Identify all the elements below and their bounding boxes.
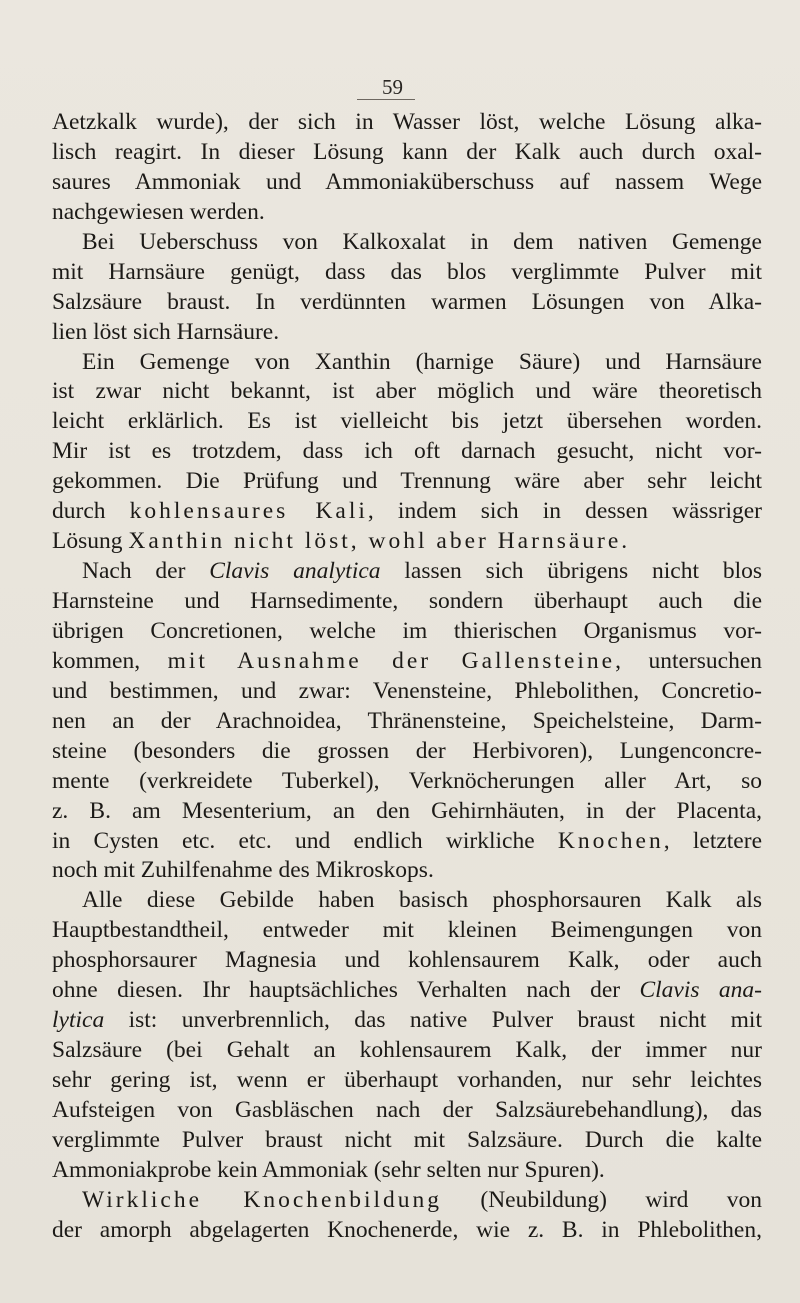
text-segment: übrigen Concretionen, welche im thierischen Organismus vor-: [52, 617, 762, 644]
text-line: [52, 856, 762, 886]
text-line: [52, 1096, 762, 1126]
text-segment: Aufsteigen von Gasbläschen nach der Salzsäurebehandlung), das: [52, 1096, 762, 1123]
text-segment: z. B. am Mesenterium, an den Gehirnhäuten, in der Placenta,: [52, 797, 762, 824]
text-line: [52, 497, 762, 527]
text-line: [52, 1186, 762, 1216]
text-segment: sehr gering ist, wenn er überhaupt vorhanden, nur sehr leichtes: [52, 1067, 762, 1093]
text-segment: lien löst sich Harnsäure.: [52, 318, 280, 345]
text-segment: lassen sich übrigens nicht blos: [380, 558, 762, 585]
text-line: [52, 348, 762, 378]
text-segment: in Cysten etc. etc. und endlich wirkliche: [52, 827, 558, 854]
text-segment: saures Ammoniak und Ammoniaküberschuss auf nassem Wege: [52, 168, 762, 195]
text-line: [52, 1156, 762, 1186]
text-segment: Nach der: [82, 558, 210, 585]
text-line: [52, 976, 762, 1006]
text-segment: (Neubildung) wird von: [442, 1186, 763, 1213]
text-segment: , indem sich in dessen wässriger: [367, 498, 762, 525]
text-line: [52, 377, 762, 407]
text-line: [52, 737, 762, 767]
text-line: [52, 527, 762, 557]
italic-text: Clavis ana-: [639, 977, 762, 1004]
text-line: [52, 258, 762, 288]
text-segment: Alle diese Gebilde haben basisch phosphorsauren Kalk als: [82, 887, 762, 914]
text-segment: durch: [52, 498, 130, 525]
text-line: [52, 318, 762, 348]
text-line: [52, 288, 762, 318]
text-segment: noch mit Zuhilfenahme des Mikroskops.: [52, 857, 434, 884]
text-line: [52, 228, 762, 258]
text-segment: Harnsteine und Harnsedimente, sondern überhaupt auch die: [52, 588, 762, 614]
text-line: [52, 437, 762, 467]
text-segment: ohne diesen. Ihr hauptsächliches Verhalten nach der: [52, 977, 640, 1004]
text-segment: ist zwar nicht bekannt, ist aber möglich und wäre theoretisch: [52, 378, 762, 405]
text-segment: Mir ist es trotzdem, dass ich oft darnach gesucht, nicht vor-: [52, 438, 762, 465]
text-segment: lisch reagirt. In dieser Lösung kann der Kalk auch durch oxal-: [52, 138, 762, 165]
text-segment: steine (besonders die grossen der Herbivoren), Lungenconcre-: [52, 737, 762, 764]
text-line: [52, 946, 762, 976]
text-line: [52, 587, 762, 617]
text-line: [52, 827, 762, 857]
text-segment: mit Harnsäure genügt, dass das blos verglimmte Pulver mit: [52, 258, 762, 285]
text-line: [52, 198, 762, 228]
page-number-rule: [357, 99, 415, 100]
italic-text: Clavis analytica: [209, 558, 381, 585]
text-segment: Ammoniakprobe kein Ammoniak (sehr selten nur Spuren).: [52, 1156, 605, 1183]
text-segment: , letztere: [663, 827, 762, 854]
text-line: [52, 168, 762, 198]
text-segment: gekommen. Die Prüfung und Trennung wäre aber sehr leicht: [52, 468, 762, 495]
text-line: [52, 886, 762, 916]
text-segment: Ein Gemenge von Xanthin (harnige Säure) und Harnsäure: [82, 348, 762, 375]
text-segment: verglimmte Pulver braust nicht mit Salzsäure. Durch die kalte: [52, 1126, 762, 1153]
emphasized-text: mit Ausnahme der Gallensteine: [167, 647, 616, 674]
text-line: [52, 647, 762, 677]
text-line: [52, 916, 762, 946]
text-line: [52, 707, 762, 737]
text-line: [52, 108, 762, 138]
text-segment: Bei Ueberschuss von Kalkoxalat in dem nativen Gemenge: [82, 228, 762, 255]
text-segment: Salzsäure braust. In verdünnten warmen Lösungen von Alka-: [52, 288, 762, 315]
text-segment: mente (verkreidete Tuberkel), Verknöcherungen aller Art, so: [52, 767, 762, 794]
text-segment: nachgewiesen werden.: [52, 198, 265, 225]
text-segment: kommen,: [52, 647, 168, 674]
text-line: [52, 767, 762, 797]
text-line: [52, 407, 762, 437]
text-segment: der amorph abgelagerten Knochenerde, wie z. B. in Phlebolithen,: [52, 1216, 762, 1243]
text-segment: nen an der Arachnoidea, Thränensteine, Speichelsteine, Darm-: [52, 707, 762, 734]
text-line: [52, 557, 762, 587]
text-line: [52, 797, 762, 827]
text-line: [52, 138, 762, 168]
page-number: 59: [382, 75, 403, 99]
body-text: [52, 108, 762, 1246]
text-line: [52, 1066, 762, 1096]
emphasized-text: Xanthin nicht löst, wohl aber Harnsäure: [128, 528, 622, 555]
text-segment: , untersuchen: [615, 647, 762, 674]
text-segment: Lösung: [52, 528, 129, 555]
text-segment: .: [621, 528, 628, 555]
emphasized-text: Knochen: [557, 827, 664, 854]
text-segment: leicht erklärlich. Es ist vielleicht bis jetzt übersehen worden.: [52, 408, 762, 435]
text-segment: phosphorsaurer Magnesia und kohlensaurem Kalk, oder auch: [52, 947, 762, 974]
text-line: [52, 1036, 762, 1066]
text-line: [52, 677, 762, 707]
text-segment: Aetzkalk wurde), der sich in Wasser löst, welche Lösung alka-: [52, 109, 762, 135]
text-segment: Salzsäure (bei Gehalt an kohlensaurem Kalk, der immer nur: [52, 1037, 762, 1064]
text-line: [52, 1126, 762, 1156]
text-segment: und bestimmen, und zwar: Venensteine, Phlebolithen, Concretio-: [52, 677, 762, 704]
text-line: [52, 467, 762, 497]
text-line: [52, 617, 762, 647]
text-segment: ist: unverbrennlich, das native Pulver braust nicht mit: [104, 1007, 762, 1034]
emphasized-text: kohlensaures Kali: [129, 498, 368, 525]
text-line: [52, 1216, 762, 1246]
text-segment: Hauptbestandtheil, entweder mit kleinen Beimengungen von: [52, 917, 762, 944]
emphasized-text: Wirkliche Knochenbildung: [82, 1186, 443, 1213]
italic-text: lytica: [52, 1007, 105, 1034]
text-line: [52, 1006, 762, 1036]
